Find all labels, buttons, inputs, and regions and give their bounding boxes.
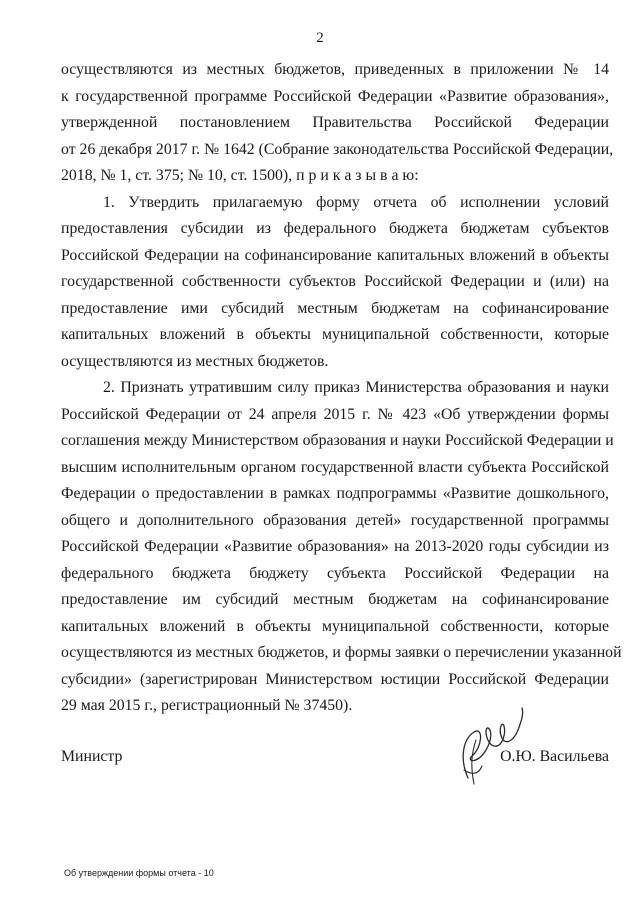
- text-line: федерального бюджета бюджету субъекта Российской Федерации на: [61, 564, 609, 582]
- text-line: утвержденной постановлением Правительства Российской Федерации: [61, 114, 609, 131]
- text-line: осуществляются из местных бюджетов, и формы заявки о перечислении указанной: [61, 644, 622, 661]
- text-line: осуществляются из местных бюджетов.: [61, 352, 329, 370]
- signer-name: О.Ю. Васильева: [500, 748, 609, 765]
- text-line: капитальных вложений в объекты муниципальной собственности, которые: [61, 326, 609, 343]
- text-line: 1. Утвердить прилагаемую форму отчета об исполнении условий: [103, 193, 609, 211]
- handwritten-signature-icon: [448, 700, 538, 790]
- text-line: высшим исполнительным органом государственной власти субъекта Российской: [61, 458, 609, 476]
- paragraph-intro: [61, 57, 614, 190]
- text-line: 2. Признать утратившим силу приказ Министерства образования и науки: [103, 379, 609, 396]
- text-line: к государственной программе Российской Федерации «Развитие образования»,: [61, 87, 609, 105]
- text-line: государственной собственности субъектов Российской Федерации и (или) на: [61, 273, 609, 290]
- text-line: осуществляются из местных бюджетов, приведенных в приложении № 14: [61, 61, 609, 78]
- text-line: 29 мая 2015 г., регистрационный № 37450).: [61, 697, 353, 714]
- text-line: от 26 декабря 2017 г. № 1642 (Собрание законодательства Российской Федерации,: [61, 140, 614, 158]
- text-line: соглашения между Министерством образования и науки Российской Федерации и: [61, 432, 614, 449]
- text-line: общего и дополнительного образования детей» государственной программы: [61, 511, 609, 529]
- document-body: [61, 57, 622, 720]
- text-line: предоставление им субсидий местным бюджетам на софинансирование: [61, 591, 609, 608]
- text-line: Российской Федерации «Развитие образования» на 2013-2020 годы субсидии из: [61, 538, 609, 555]
- position-title: Министр: [61, 748, 123, 765]
- text-line: предоставления субсидии из федерального бюджета бюджетам субъектов: [61, 220, 609, 237]
- text-line: Федерации о предоставлении в рамках подпрограммы «Развитие дошкольного,: [61, 485, 609, 502]
- footer-note: Об утверждении формы отчета - 10: [64, 868, 214, 878]
- text-line: 2018, № 1, ст. 375; № 10, ст. 1500), п р и к а з ы в а ю:: [61, 167, 419, 184]
- text-line: предоставление ими субсидий местным бюджетам на софинансирование: [61, 299, 609, 317]
- text-line: Российской Федерации от 24 апреля 2015 г. № 423 «Об утверждении формы: [61, 405, 609, 423]
- text-line: субсидии» (зарегистрирован Министерством юстиции Российской Федерации: [61, 670, 609, 688]
- text-line: Российской Федерации на софинансирование капитальных вложений в объекты: [61, 246, 609, 264]
- page-number: 2: [316, 30, 324, 46]
- paragraph-item-1: [61, 190, 609, 376]
- text-line: капитальных вложений в объекты муниципальной собственности, которые: [61, 617, 609, 635]
- paragraph-item-2: [61, 375, 622, 720]
